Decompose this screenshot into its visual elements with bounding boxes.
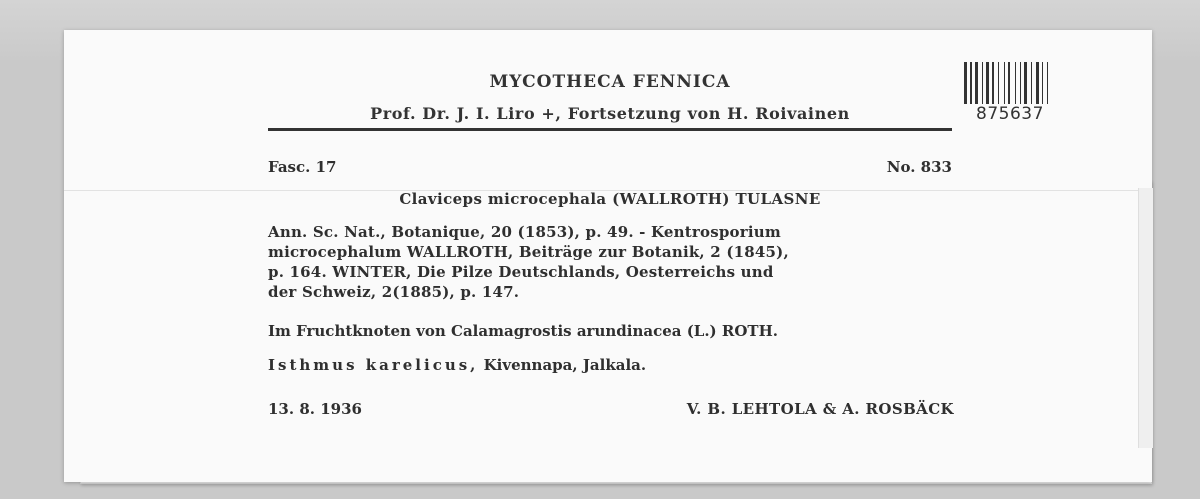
reference-line: der Schweiz, 2(1885), p. 147. (268, 283, 520, 301)
locality-region: Isthmus karelicus, (268, 356, 479, 374)
species-name: Claviceps microcephala (WALLROTH) TULASNE (399, 190, 821, 208)
collection-date: 13. 8. 1936 (268, 400, 362, 418)
reference-line: Ann. Sc. Nat., Botanique, 20 (1853), p. 49. - Kentrosporium (268, 223, 781, 241)
series-title: MYCOTHECA FENNICA (489, 72, 731, 92)
barcode-icon (962, 60, 1078, 106)
literature-reference (268, 222, 958, 302)
barcode-number: 875637 (976, 104, 1044, 124)
specimen-number: No. 833 (886, 158, 952, 176)
reference-line: p. 164. WINTER, Die Pilze Deutschlands, Oesterreichs und (268, 263, 774, 281)
host-plant: Im Fruchtknoten von Calamagrostis arundinacea (L.) ROTH. (268, 322, 778, 340)
envelope-flap (1138, 188, 1153, 448)
locality (268, 356, 646, 374)
reference-line: microcephalum WALLROTH, Beiträge zur Botanik, 2 (1845), (268, 243, 789, 261)
fascicle-number: Fasc. 17 (268, 158, 337, 176)
editors-line: Prof. Dr. J. I. Liro +, Fortsetzung von H. Roivainen (370, 104, 850, 123)
locality-detail: Kivennapa, Jalkala. (483, 356, 647, 374)
header-rule (268, 128, 952, 131)
collectors: V. B. LEHTOLA & A. ROSBÄCK (686, 400, 954, 418)
